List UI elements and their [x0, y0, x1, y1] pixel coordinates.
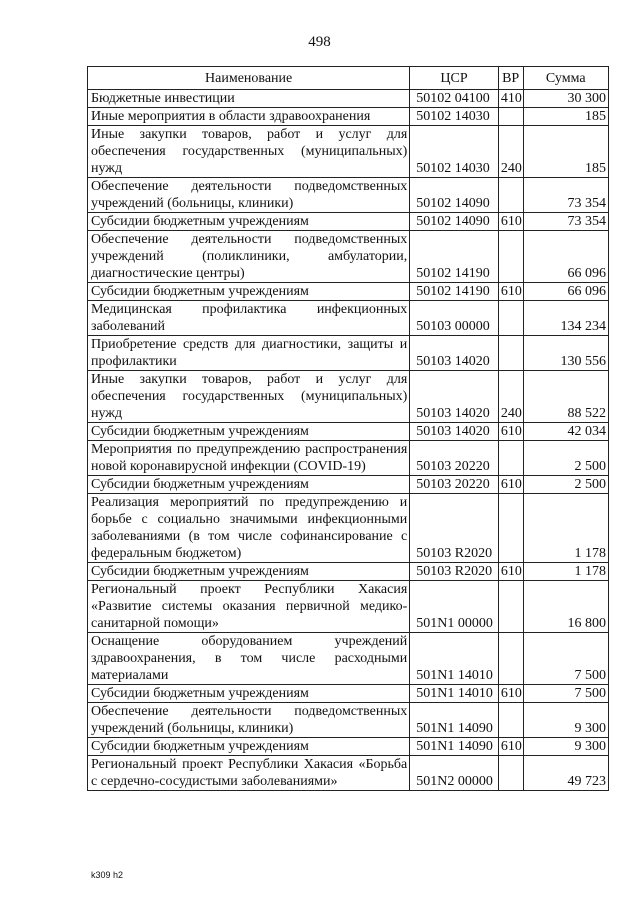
footer-code: k309 h2 [91, 870, 124, 880]
table-row [88, 494, 609, 563]
row-sum-cell: 2 500 [523, 476, 608, 494]
row-vr-cell [498, 108, 523, 126]
row-csr-cell: 50103 20220 [410, 441, 499, 476]
row-sum-cell: 66 096 [523, 283, 608, 301]
row-csr-cell: 50102 14090 [410, 213, 499, 231]
table-row [88, 423, 609, 441]
row-sum-cell: 134 234 [523, 301, 608, 336]
row-sum-cell: 30 300 [523, 90, 608, 108]
row-csr-cell: 501N1 14010 [410, 685, 499, 703]
row-sum-cell: 130 556 [523, 336, 608, 371]
row-name-cell: Мероприятия по предупреждению распространения новой коронавирусной инфекции (COVID-19) [88, 441, 410, 476]
row-vr-cell [498, 231, 523, 283]
table-row [88, 738, 609, 756]
row-sum-cell: 88 522 [523, 371, 608, 423]
row-vr-cell: 610 [498, 563, 523, 581]
table-row [88, 685, 609, 703]
row-csr-cell: 50102 04100 [410, 90, 499, 108]
table-row [88, 703, 609, 738]
row-sum-cell: 73 354 [523, 178, 608, 213]
row-name-cell: Обеспечение деятельности подведомственных учреждений (поликлиники, амбулатории, диагностические центры) [88, 231, 410, 283]
table-row [88, 633, 609, 685]
row-name-cell: Субсидии бюджетным учреждениям [88, 685, 410, 703]
row-vr-cell [498, 633, 523, 685]
row-sum-cell: 7 500 [523, 633, 608, 685]
row-csr-cell: 501N2 00000 [410, 756, 499, 791]
row-vr-cell [498, 581, 523, 633]
row-csr-cell: 50102 14030 [410, 108, 499, 126]
row-name-cell: Бюджетные инвестиции [88, 90, 410, 108]
table-row [88, 213, 609, 231]
table-row [88, 756, 609, 791]
row-sum-cell: 9 300 [523, 738, 608, 756]
row-sum-cell: 42 034 [523, 423, 608, 441]
table-row [88, 563, 609, 581]
row-vr-cell: 610 [498, 685, 523, 703]
row-csr-cell: 50103 14020 [410, 423, 499, 441]
row-csr-cell: 501N1 00000 [410, 581, 499, 633]
header-name: Наименование [88, 67, 410, 90]
row-vr-cell: 610 [498, 476, 523, 494]
row-csr-cell: 50103 14020 [410, 371, 499, 423]
row-name-cell: Иные закупки товаров, работ и услуг для обеспечения государственных (муниципальных) нужд [88, 126, 410, 178]
row-sum-cell: 185 [523, 126, 608, 178]
row-vr-cell [498, 301, 523, 336]
row-vr-cell: 240 [498, 126, 523, 178]
row-vr-cell: 610 [498, 283, 523, 301]
row-name-cell: Субсидии бюджетным учреждениям [88, 423, 410, 441]
table-row [88, 126, 609, 178]
budget-table [87, 66, 609, 791]
table-row [88, 178, 609, 213]
row-name-cell: Реализация мероприятий по предупреждению и борьбе с социально значимыми инфекционными заболеваниями (в том числе софинансирование с федеральным бюджетом) [88, 494, 410, 563]
table-row [88, 301, 609, 336]
row-vr-cell: 610 [498, 738, 523, 756]
row-name-cell: Обеспечение деятельности подведомственных учреждений (больницы, клиники) [88, 178, 410, 213]
table-header-row [88, 67, 609, 90]
row-name-cell: Субсидии бюджетным учреждениям [88, 476, 410, 494]
row-vr-cell [498, 756, 523, 791]
row-sum-cell: 16 800 [523, 581, 608, 633]
table-row [88, 108, 609, 126]
header-csr: ЦСР [410, 67, 499, 90]
table-row [88, 231, 609, 283]
row-sum-cell: 1 178 [523, 494, 608, 563]
row-vr-cell: 610 [498, 213, 523, 231]
row-csr-cell: 50102 14190 [410, 283, 499, 301]
header-sum: Сумма [523, 67, 608, 90]
row-name-cell: Медицинская профилактика инфекционных заболеваний [88, 301, 410, 336]
row-csr-cell: 50103 20220 [410, 476, 499, 494]
row-csr-cell: 50102 14090 [410, 178, 499, 213]
row-name-cell: Субсидии бюджетным учреждениям [88, 738, 410, 756]
table-row [88, 283, 609, 301]
row-vr-cell: 610 [498, 423, 523, 441]
table-row [88, 371, 609, 423]
row-sum-cell: 49 723 [523, 756, 608, 791]
row-vr-cell: 240 [498, 371, 523, 423]
row-csr-cell: 50102 14030 [410, 126, 499, 178]
row-name-cell: Приобретение средств для диагностики, защиты и профилактики [88, 336, 410, 371]
row-csr-cell: 501N1 14010 [410, 633, 499, 685]
row-sum-cell: 1 178 [523, 563, 608, 581]
row-csr-cell: 501N1 14090 [410, 738, 499, 756]
row-name-cell: Оснащение оборудованием учреждений здравоохранения, в том числе расходными материалами [88, 633, 410, 685]
row-sum-cell: 73 354 [523, 213, 608, 231]
row-name-cell: Региональный проект Республики Хакасия «Развитие системы оказания первичной медико-санитарной помощи» [88, 581, 410, 633]
row-vr-cell [498, 336, 523, 371]
row-sum-cell: 9 300 [523, 703, 608, 738]
table-body [88, 90, 609, 791]
row-name-cell: Субсидии бюджетным учреждениям [88, 563, 410, 581]
row-sum-cell: 66 096 [523, 231, 608, 283]
row-vr-cell [498, 703, 523, 738]
row-vr-cell: 410 [498, 90, 523, 108]
row-csr-cell: 501N1 14090 [410, 703, 499, 738]
table-row [88, 90, 609, 108]
table-row [88, 581, 609, 633]
row-vr-cell [498, 178, 523, 213]
row-sum-cell: 7 500 [523, 685, 608, 703]
row-vr-cell [498, 494, 523, 563]
row-csr-cell: 50103 R2020 [410, 563, 499, 581]
row-name-cell: Иные мероприятия в области здравоохранения [88, 108, 410, 126]
row-name-cell: Иные закупки товаров, работ и услуг для обеспечения государственных (муниципальных) нужд [88, 371, 410, 423]
row-name-cell: Субсидии бюджетным учреждениям [88, 283, 410, 301]
row-sum-cell: 185 [523, 108, 608, 126]
header-vr: ВР [498, 67, 523, 90]
row-vr-cell [498, 441, 523, 476]
row-name-cell: Субсидии бюджетным учреждениям [88, 213, 410, 231]
page-number: 498 [308, 34, 331, 50]
table-row [88, 336, 609, 371]
row-csr-cell: 50102 14190 [410, 231, 499, 283]
row-name-cell: Региональный проект Республики Хакасия «Борьба с сердечно-сосудистыми заболеваниями» [88, 756, 410, 791]
row-name-cell: Обеспечение деятельности подведомственных учреждений (больницы, клиники) [88, 703, 410, 738]
row-csr-cell: 50103 00000 [410, 301, 499, 336]
row-csr-cell: 50103 R2020 [410, 494, 499, 563]
row-csr-cell: 50103 14020 [410, 336, 499, 371]
table-row [88, 476, 609, 494]
row-sum-cell: 2 500 [523, 441, 608, 476]
table-row [88, 441, 609, 476]
